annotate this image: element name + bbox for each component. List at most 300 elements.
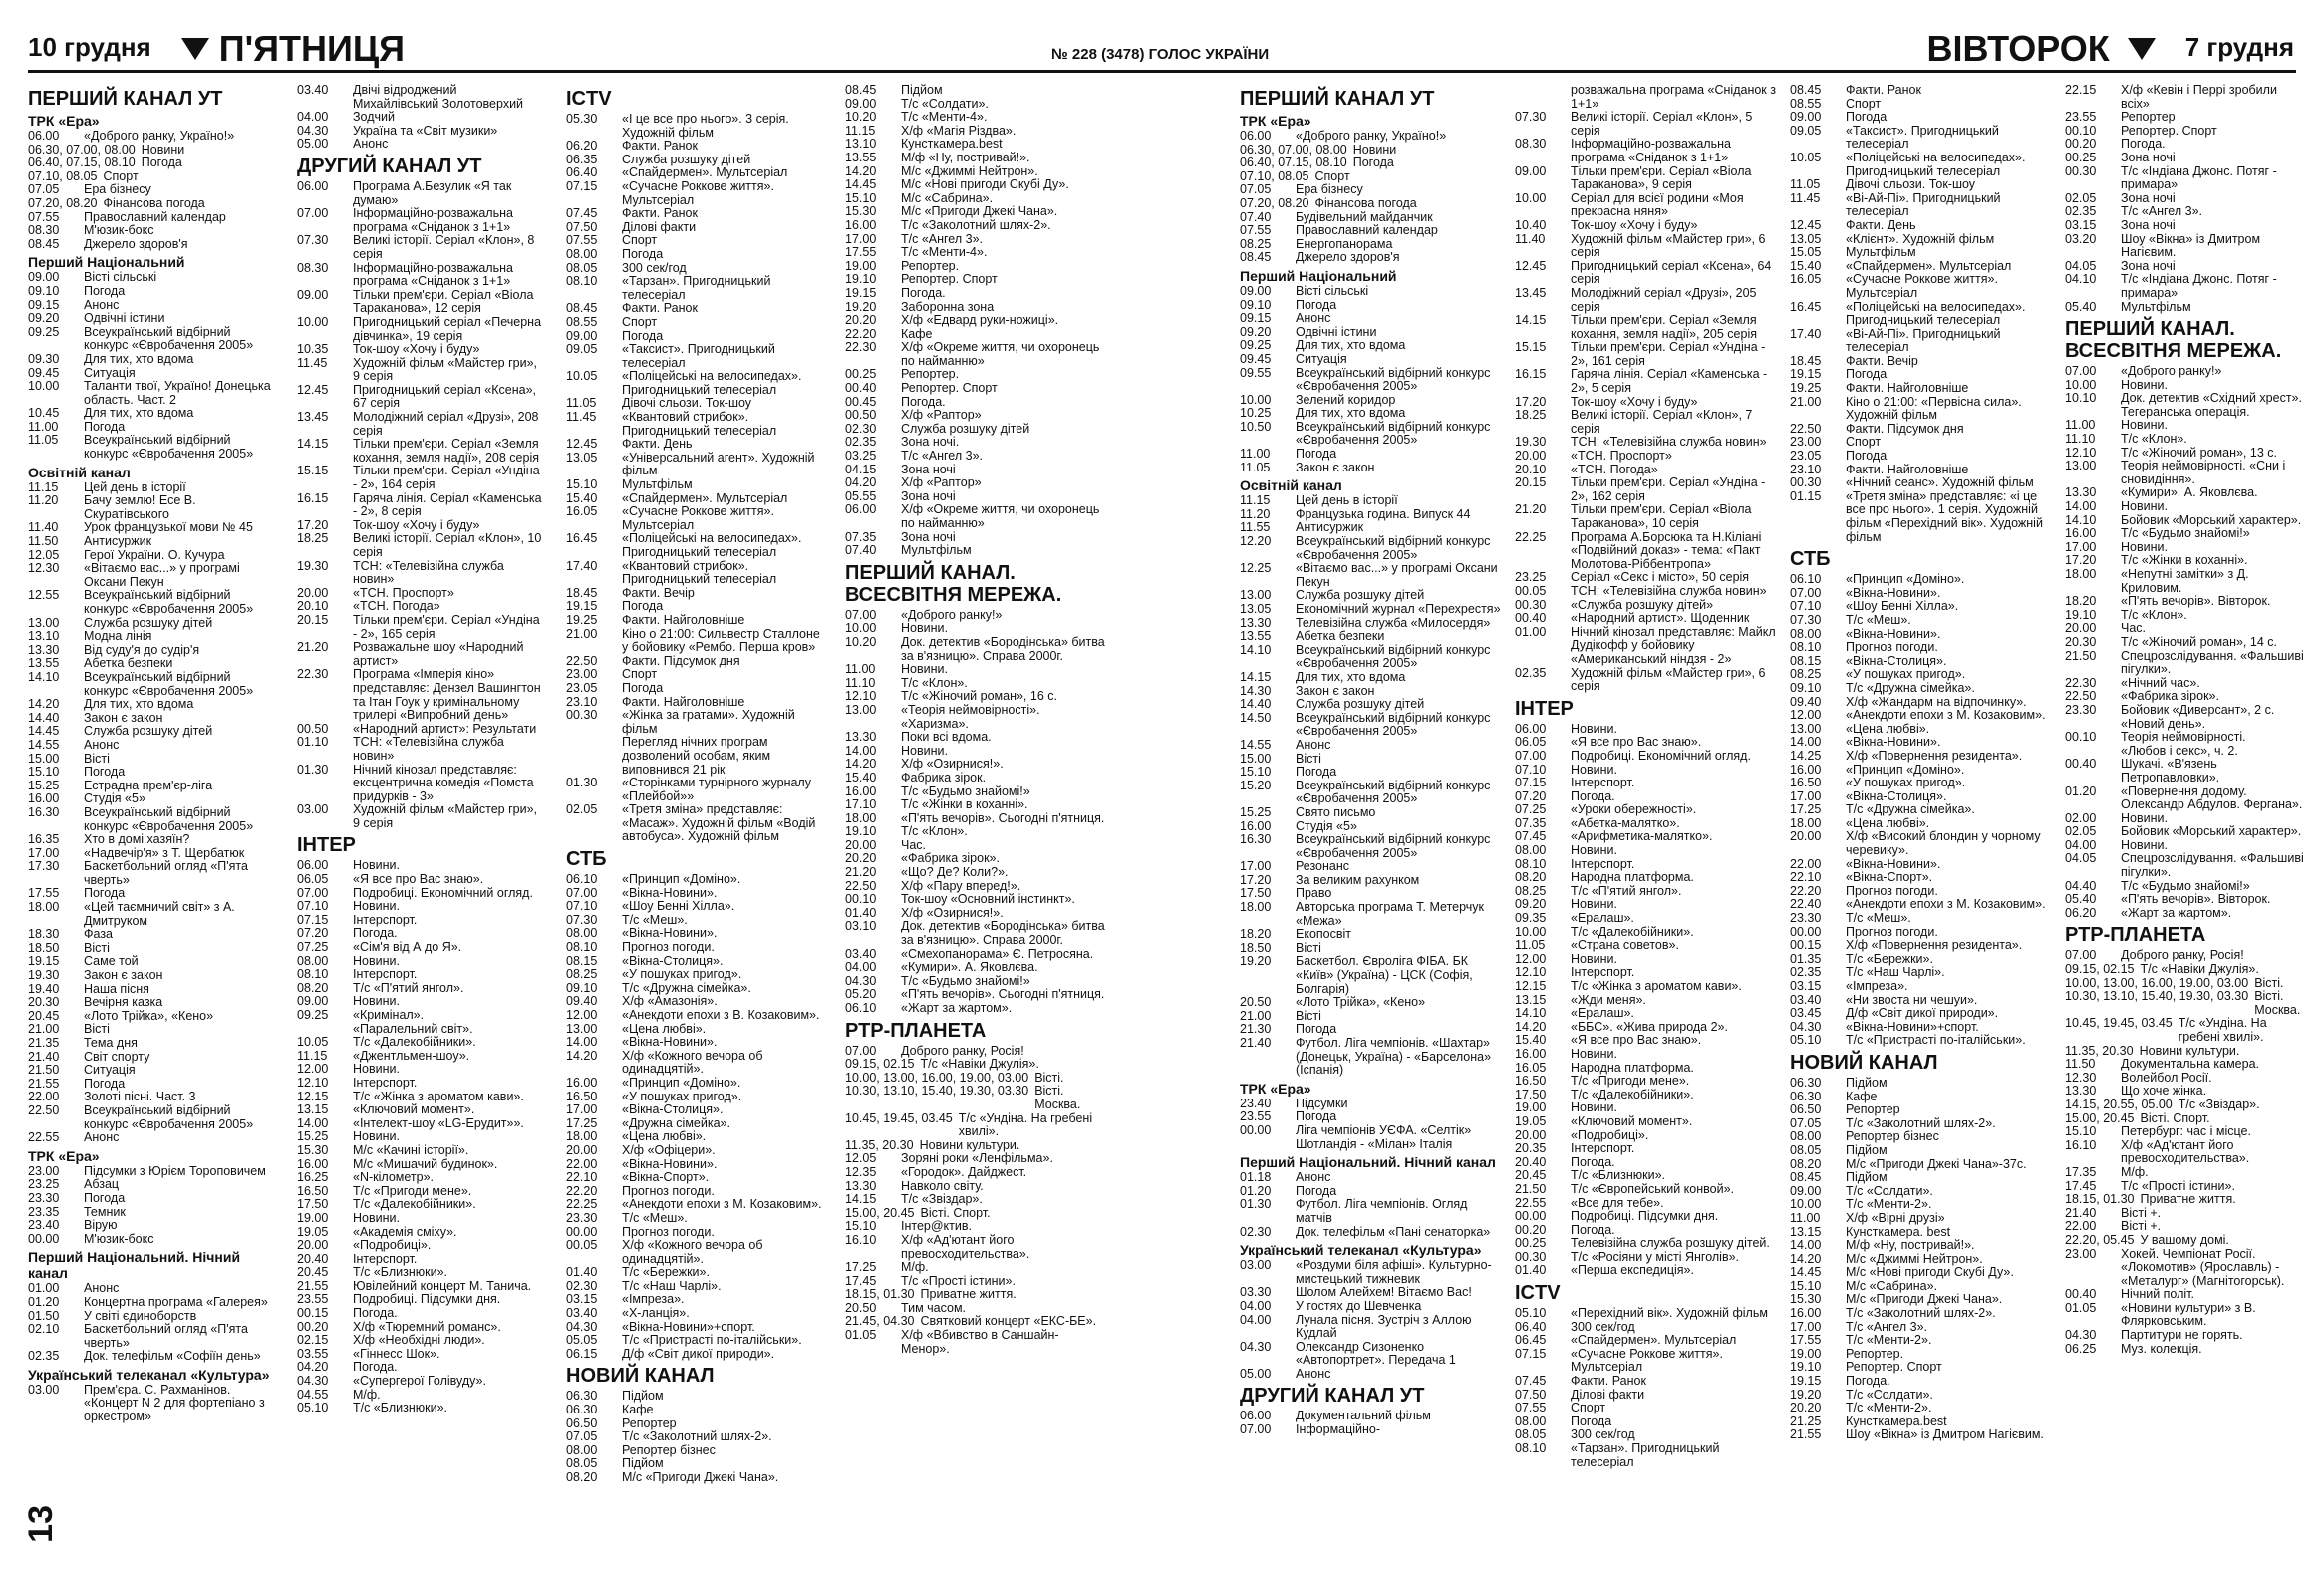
program-row	[566, 180, 827, 207]
program-time: 19.15	[28, 954, 60, 969]
program-row	[2065, 785, 2304, 812]
program-time: 16.05	[1515, 1060, 1547, 1075]
program-row	[1515, 219, 1776, 233]
program-time: 03.10	[845, 919, 877, 934]
program-time: 08.10	[1515, 856, 1547, 871]
program-title: «Служба розшуку дітей»	[1571, 597, 1714, 612]
program-time: 06.00	[845, 502, 877, 517]
program-row	[1515, 1334, 1776, 1348]
program-time: 14.55	[28, 737, 60, 752]
program-row	[1240, 1010, 1501, 1024]
program-row	[566, 914, 827, 928]
program-time: 06.35	[566, 152, 598, 166]
program-time: 06.00	[297, 858, 329, 873]
program-title: Т/с «Звіздар».	[2178, 1097, 2260, 1111]
program-title: Новини	[141, 142, 185, 157]
program-title: Х/ф «Озирнися!».	[901, 905, 1004, 920]
program-row	[1240, 421, 1501, 448]
program-title: Факти. Найголовніше	[1846, 381, 1969, 396]
program-row	[1790, 1307, 2051, 1321]
program-title: Студія «5»	[84, 791, 145, 806]
program-row	[566, 887, 827, 901]
program-time	[297, 1023, 353, 1037]
program-row	[28, 1192, 277, 1206]
program-time: 06.05	[1515, 735, 1547, 750]
program-row	[566, 982, 827, 996]
program-time: 07.00	[1515, 748, 1547, 763]
program-row	[845, 1166, 1106, 1180]
program-time: 12.00	[1790, 708, 1822, 723]
program-row	[1790, 1389, 2051, 1403]
program-title: Модна лінія	[84, 629, 152, 644]
program-time: 23.05	[1790, 449, 1822, 464]
program-row	[845, 409, 1106, 423]
program-time: 10.45, 19.45, 03.45	[845, 1110, 953, 1125]
program-time: 16.15	[1515, 367, 1547, 382]
program-time: 03.25	[845, 449, 877, 464]
program-time: 15.40	[845, 770, 877, 785]
program-time: 22.30	[845, 340, 877, 355]
program-title: ТСН: «Телевізійна служба новин»	[353, 558, 504, 587]
program-row	[845, 825, 1106, 839]
program-time: 03.40	[1790, 992, 1822, 1007]
program-time: 13.45	[297, 410, 329, 425]
program-time: 08.00	[1515, 843, 1547, 858]
program-time: 14.20	[845, 757, 877, 772]
program-title: «П'ять вечорів». Вівторок.	[2121, 594, 2271, 609]
program-row	[28, 353, 277, 367]
program-row	[1515, 764, 1776, 778]
program-title: Ток-шоу «Хочу і буду»	[353, 517, 480, 532]
program-title: Х/ф «Окреме життя, чи охоронець по найманню»	[901, 340, 1100, 368]
program-time: 16.50	[566, 1089, 598, 1103]
program-time: 09.00	[297, 994, 329, 1009]
program-row	[1790, 1293, 2051, 1307]
program-time: 17.00	[28, 845, 60, 860]
program-title: «Сучасне Роккове життя». Мультсеріал	[1571, 1346, 1723, 1375]
program-title: «Поліцейські на велосипедах». Пригодницький телесеріал	[1846, 150, 2026, 178]
program-time: 07.00	[566, 885, 598, 900]
program-title: Х/ф «Вбивство в Саншайн-Менор».	[901, 1328, 1059, 1356]
program-row	[297, 1198, 546, 1212]
program-time: 16.50	[1515, 1074, 1547, 1089]
program-time: 18.00	[845, 810, 877, 825]
program-row	[1790, 587, 2051, 601]
program-time: 17.00	[845, 231, 877, 246]
program-title: Анонс	[84, 737, 120, 752]
program-time: 11.05	[28, 433, 59, 448]
program-title: «Перехідний вік». Художній фільм	[1571, 1306, 1768, 1321]
program-title: М/с «Пригоди Джекі Чана».	[622, 1470, 779, 1484]
program-row	[1515, 585, 1776, 599]
program-time: 23.40	[1240, 1096, 1272, 1110]
program-title: Теорія неймовірності.	[2121, 730, 2246, 745]
program-row	[1515, 1062, 1776, 1076]
program-time: 21.45, 04.30	[845, 1314, 915, 1329]
program-time: 06.30, 07.00, 08.00	[1240, 142, 1347, 157]
program-title: Погода.	[901, 285, 946, 300]
program-title: Т/с «Жінки в коханні».	[2121, 553, 2248, 568]
program-row	[1790, 885, 2051, 899]
program-title: «У пошуках пригод».	[1846, 667, 1966, 682]
program-title: М/с «Пригоди Джекі Чана»-37с.	[1846, 1156, 2027, 1171]
program-title: Х/ф «Раптор»	[901, 475, 982, 490]
program-row	[28, 780, 277, 793]
program-title: М/с «Качині історії».	[353, 1142, 469, 1157]
program-row	[1790, 125, 2051, 152]
program-row	[845, 880, 1106, 894]
program-time: 23.00	[2065, 1246, 2097, 1261]
program-row	[1515, 503, 1776, 530]
program-row	[845, 852, 1106, 866]
program-row	[845, 98, 1106, 112]
program-title: Погода.	[1571, 1222, 1615, 1237]
program-title: «Жарт за жартом».	[901, 1001, 1013, 1015]
program-time: 16.00	[566, 1075, 598, 1090]
program-title: Т/с «Дружна сімейка».	[1846, 680, 1975, 695]
program-time: 06.10	[845, 1001, 877, 1015]
program-row	[1790, 573, 2051, 587]
program-title: Цей день в історії	[1296, 493, 1398, 508]
program-time: 18.20	[1240, 927, 1272, 942]
program-title: Вісті. Спорт.	[920, 1205, 991, 1220]
program-title: Інформаційно-розважальна програма «Сніданок з 1+1»	[353, 260, 513, 289]
program-row	[2065, 650, 2304, 677]
program-title: Репортер. Спорт	[2121, 123, 2217, 138]
program-row	[1240, 535, 1501, 562]
program-time: 12.10	[845, 689, 877, 704]
program-title: Новини.	[353, 1210, 400, 1225]
program-title: Зона ночі	[2121, 258, 2176, 273]
program-time: 22.50	[2065, 689, 2097, 704]
program-time: 07.20	[1515, 788, 1547, 803]
program-title: Вірую	[84, 1218, 118, 1233]
program-row	[1790, 803, 2051, 817]
program-row	[566, 248, 827, 262]
program-time: 13.15	[297, 1102, 329, 1117]
program-title: Хокей. Чемпіонат Росії. «Локомотив» (Ярославль) - «Металург» (Магнітогорськ).	[2121, 1246, 2285, 1288]
program-row	[1515, 1048, 1776, 1062]
program-title: Новини.	[353, 899, 400, 914]
program-title: «Лото Трійка», «Кено»	[84, 1008, 214, 1023]
program-row	[2065, 554, 2304, 568]
program-time: 02.10	[28, 1322, 60, 1337]
program-row	[297, 1144, 546, 1158]
program-title: «Імпреза».	[622, 1292, 685, 1307]
program-row	[2065, 990, 2304, 1017]
program-row	[566, 411, 827, 438]
program-time: 20.00	[1790, 829, 1822, 844]
program-row	[845, 301, 1106, 315]
program-row	[28, 766, 277, 780]
program-row	[1240, 462, 1501, 475]
program-title: Дівочі сльози. Ток-шоу	[1846, 177, 1976, 192]
program-row	[566, 275, 827, 302]
program-time: 09.10	[28, 283, 60, 298]
program-row	[566, 927, 827, 941]
channel-heading: РТР-ПЛАНЕТА	[845, 1019, 987, 1042]
program-title: Інтерспорт.	[1571, 965, 1635, 980]
program-time: 20.20	[845, 851, 877, 866]
program-time: 16.30	[28, 804, 60, 819]
program-row	[566, 1417, 827, 1431]
channel-heading: ІНТЕР	[297, 834, 356, 857]
program-time: 04.30	[845, 973, 877, 988]
program-title: Шолом Алейхем! Вітаємо Вас!	[1296, 1285, 1472, 1300]
program-row	[566, 1091, 827, 1104]
program-row	[1790, 1021, 2051, 1035]
program-row	[1790, 926, 2051, 940]
program-title: Гаряча лінія. Серіал «Каменська - 2», 5 серія	[1571, 367, 1768, 396]
program-title: Т/с «Наш Чарлі».	[1846, 965, 1945, 980]
program-time: 04.15	[845, 462, 877, 476]
program-time: 17.00	[1240, 859, 1272, 874]
program-title: Погода.	[1571, 1154, 1615, 1169]
program-row	[1240, 780, 1501, 806]
program-time: 02.00	[2065, 810, 2097, 825]
program-row	[1240, 1037, 1501, 1078]
program-title: Новини.	[901, 662, 948, 677]
program-row	[1515, 396, 1776, 410]
program-title: Дівочі сльози. Ток-шоу	[622, 396, 752, 411]
program-title: «Спайдермен». Мультсеріал	[622, 490, 788, 505]
program-time: 09.00	[1790, 110, 1822, 125]
program-title: Для тих, хто вдома	[1296, 406, 1406, 421]
program-title: «Анекдоти епохи з М. Козаковим».	[1846, 897, 2046, 912]
program-row	[1790, 953, 2051, 967]
program-time: 07.00	[2065, 364, 2097, 379]
program-title: Т/с «Менти-4».	[901, 245, 988, 260]
program-title: Тільки прем'єри. Серіал «Ундіна - 2», 165 серія	[353, 612, 540, 641]
program-title: Х/ф «Необхідні люди».	[353, 1333, 485, 1348]
program-title: «Доброго ранку!»	[901, 607, 1003, 622]
program-time: 01.35	[1790, 951, 1822, 966]
program-time: 12.45	[297, 382, 329, 397]
program-time: 17.40	[566, 558, 598, 573]
program-time: 02.05	[2065, 824, 2097, 839]
program-title: Служба розшуку дітей	[84, 724, 213, 739]
program-row	[566, 614, 827, 628]
program-time: 10.05	[566, 369, 598, 384]
program-title: «Універсальний агент». Художній фільм	[622, 450, 815, 478]
program-row	[28, 380, 277, 407]
program-time: 23.30	[1790, 911, 1822, 926]
program-title: Погода	[84, 1190, 126, 1205]
program-title: «Народний артист». Щоденник	[1571, 611, 1750, 626]
program-title: «Інтелект-шоу «LG-Ерудит»».	[353, 1115, 524, 1130]
program-time: 06.30	[566, 1403, 598, 1417]
program-time: 20.15	[1515, 475, 1547, 490]
program-time: 19.40	[28, 981, 60, 996]
program-row	[297, 84, 546, 111]
program-row	[297, 1077, 546, 1091]
program-time: 23.25	[1515, 570, 1547, 585]
program-row	[1240, 1098, 1501, 1111]
program-time: 15.15	[1515, 340, 1547, 355]
program-row	[297, 125, 546, 139]
program-row	[28, 367, 277, 381]
program-time: 08.00	[566, 926, 598, 941]
program-row	[1515, 368, 1776, 395]
program-time: 11.40	[1515, 231, 1546, 246]
program-title: Анонс	[84, 1281, 120, 1296]
program-time: 08.25	[1240, 236, 1272, 251]
program-time: 08.25	[1790, 667, 1822, 682]
program-row	[1790, 1253, 2051, 1267]
program-row	[2065, 568, 2304, 595]
program-time: 21.55	[28, 1076, 60, 1091]
program-time: 00.10	[2065, 123, 2097, 138]
channel-heading: СТБ	[566, 848, 607, 871]
program-title: Зоряні роки «Ленфільма».	[901, 1151, 1053, 1166]
program-row	[1790, 368, 2051, 382]
program-time: 13.45	[1515, 285, 1547, 300]
program-title: Кунсткамера.best	[1846, 1413, 1947, 1428]
program-title: Кіно о 21:00: «Первісна сила». Художній фільм	[1846, 394, 2022, 423]
program-title: Кафе	[622, 1403, 654, 1417]
program-time: 14.20	[28, 697, 60, 712]
program-title: Золоті пісні. Част. 3	[84, 1090, 196, 1104]
program-time: 21.30	[1240, 1022, 1272, 1037]
program-title: «Городок». Дайджест.	[901, 1164, 1027, 1179]
program-title: Ювілейний концерт М. Танича.	[353, 1278, 532, 1293]
program-row	[845, 233, 1106, 247]
program-row	[845, 636, 1106, 663]
program-row	[2065, 1288, 2304, 1302]
program-row	[1790, 382, 2051, 396]
program-row	[1790, 736, 2051, 750]
program-row	[1240, 224, 1501, 238]
program-title: Джерело здоров'я	[84, 236, 188, 251]
program-row	[28, 1131, 277, 1145]
program-row	[845, 205, 1106, 219]
program-time: 16.45	[566, 531, 598, 546]
program-time: 02.30	[566, 1278, 598, 1293]
program-row	[1790, 764, 2051, 778]
program-row	[1240, 1171, 1501, 1185]
program-row	[1790, 1198, 2051, 1212]
program-time: 04.55	[297, 1387, 329, 1402]
program-time: 20.00	[566, 1142, 598, 1157]
program-title: «Я все про Вас знаю».	[353, 872, 484, 887]
program-time: 13.30	[845, 1178, 877, 1193]
program-row	[845, 622, 1106, 636]
program-time: 06.00	[1240, 1409, 1272, 1423]
program-title: Вісті	[1296, 751, 1321, 766]
program-time: 13.30	[845, 730, 877, 745]
program-row	[1515, 790, 1776, 804]
program-time: 13.30	[2065, 1084, 2097, 1099]
program-time: 12.35	[845, 1164, 877, 1179]
program-time	[2065, 745, 2121, 759]
program-row	[1790, 1226, 2051, 1240]
program-time: 16.00	[1240, 818, 1272, 833]
program-row	[2065, 379, 2304, 393]
program-row	[1240, 874, 1501, 888]
program-row	[1240, 860, 1501, 874]
program-title: «Поліцейські на велосипедах». Пригодницький телесеріал	[622, 369, 802, 397]
program-title: Х/ф «Амазонія».	[622, 994, 718, 1009]
program-row	[1515, 341, 1776, 368]
program-row	[1790, 628, 2051, 642]
program-time: 02.35	[845, 435, 877, 450]
program-time: 00.15	[297, 1306, 329, 1321]
program-title: Телевізійна служба розшуку дітей.	[1571, 1236, 1770, 1251]
program-title: Для тих, хто вдома	[84, 406, 194, 421]
program-row	[2065, 852, 2304, 879]
program-time: 12.10	[297, 1075, 329, 1090]
program-time: 09.15	[28, 297, 60, 312]
program-row	[1790, 98, 2051, 112]
program-row	[1240, 508, 1501, 522]
program-time: 03.15	[1790, 979, 1822, 993]
program-time: 00.30	[2065, 163, 2097, 178]
program-time: 14.25	[1790, 748, 1822, 763]
program-title: Т/с «Наш Чарлі».	[622, 1278, 722, 1293]
program-time: 13.30	[1240, 615, 1272, 630]
program-row	[1790, 912, 2051, 926]
program-title: Зелений коридор	[1296, 392, 1396, 407]
program-time: 11.05	[566, 396, 597, 411]
program-title: Художній фільм «Майстер гри», 9 серія	[353, 355, 538, 384]
program-row	[2065, 745, 2304, 759]
program-title: Погода	[1296, 1022, 1337, 1037]
program-time: 06.30, 07.00, 08.00	[28, 142, 136, 157]
program-row	[2065, 1072, 2304, 1086]
program-time: 08.05	[1790, 1142, 1822, 1157]
program-row	[1515, 1197, 1776, 1211]
program-time: 16.15	[297, 490, 329, 505]
program-row	[1240, 739, 1501, 753]
program-time: 12.05	[845, 1151, 877, 1166]
program-time: 17.00	[1790, 788, 1822, 803]
program-row	[1790, 1212, 2051, 1226]
program-row	[2065, 486, 2304, 500]
program-time: 02.15	[297, 1333, 329, 1348]
program-time: 13.10	[845, 137, 877, 152]
program-row	[1790, 423, 2051, 437]
program-title: Т/с «Жіночий роман», 16 с.	[901, 689, 1057, 704]
program-time: 11.15	[845, 123, 876, 138]
program-row	[845, 948, 1106, 962]
program-title: Спорт	[1846, 96, 1882, 111]
program-row	[1515, 994, 1776, 1008]
program-title: Шоу «Вікна» із Дмитром Нагієвим.	[1846, 1427, 2044, 1442]
program-time: 07.05	[566, 1429, 598, 1444]
program-title: «Смехопанорама» Є. Петросяна.	[901, 946, 1094, 961]
program-row	[297, 1266, 546, 1280]
channel-heading: ІНТЕР	[1515, 697, 1574, 720]
program-title: Новини.	[353, 1129, 400, 1144]
program-title: «Вікна-Новини».	[622, 885, 718, 900]
program-time: 06.30	[1790, 1075, 1822, 1090]
program-time: 02.30	[845, 421, 877, 436]
program-row	[1515, 1321, 1776, 1335]
program-title: Інтерспорт.	[353, 912, 418, 927]
program-time: 07.00	[1790, 585, 1822, 600]
program-title: Авторська програма Т. Метерчук «Межа»	[1296, 900, 1485, 928]
program-time: 10.00, 13.00, 16.00, 19.00, 03.00	[845, 1070, 1029, 1085]
program-title: Х/ф «Магія Різдва».	[901, 123, 1017, 138]
program-row	[1515, 626, 1776, 667]
program-time: 19.10	[845, 272, 877, 287]
program-time: 08.30	[28, 223, 60, 238]
program-row	[845, 464, 1106, 477]
program-time: 11.15	[297, 1048, 328, 1063]
program-row	[845, 907, 1106, 921]
program-row	[297, 1009, 546, 1023]
program-title: Партитури не горять.	[2121, 1328, 2243, 1343]
